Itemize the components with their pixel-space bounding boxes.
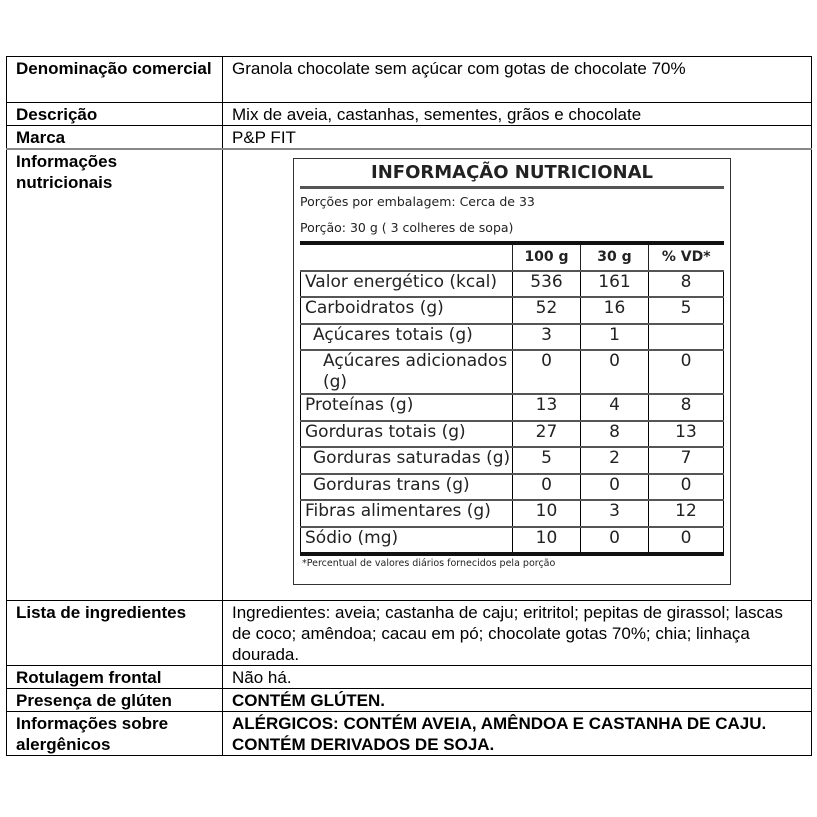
value-100g: 27 xyxy=(513,421,581,448)
value-100g: 10 xyxy=(513,527,581,555)
value-vd: 13 xyxy=(649,421,724,448)
value-descricao: Mix de aveia, castanhas, sementes, grãos e chocolate xyxy=(223,103,812,126)
value-vd: 7 xyxy=(649,447,724,474)
value-presenca-gluten: CONTÉM GLÚTEN. xyxy=(223,689,812,712)
nutrient-name: Açúcares adicionados (g) xyxy=(301,350,513,394)
value-30g: 1 xyxy=(581,324,649,351)
nutrient-name: Proteínas (g) xyxy=(301,394,513,421)
label-denominacao: Denominação comercial xyxy=(7,57,223,103)
nutrient-name: Valor energético (kcal) xyxy=(301,271,513,298)
row-descricao xyxy=(7,103,812,126)
nutrient-name: Açúcares totais (g) xyxy=(301,324,513,351)
value-30g: 161 xyxy=(581,271,649,298)
value-100g: 10 xyxy=(513,500,581,527)
value-denominacao: Granola chocolate sem açúcar com gotas de chocolate 70% xyxy=(223,57,812,103)
nutrition-row xyxy=(301,350,724,394)
value-100g: 0 xyxy=(513,350,581,394)
nutrient-name: Gorduras saturadas (g) xyxy=(301,447,513,474)
value-vd xyxy=(649,324,724,351)
value-vd: 8 xyxy=(649,394,724,421)
value-100g: 536 xyxy=(513,271,581,298)
nutrient-name: Sódio (mg) xyxy=(301,527,513,555)
nutrition-row xyxy=(301,324,724,351)
row-rotulagem-frontal xyxy=(7,666,812,689)
label-marca: Marca xyxy=(7,126,223,150)
value-30g: 3 xyxy=(581,500,649,527)
value-vd: 8 xyxy=(649,271,724,298)
value-ingredientes: Ingredientes: aveia; castanha de caju; eritritol; pepitas de girassol; lascas de coco; amêndoa; cacau em pó; chocolate gotas 70%; chia; linhaça dourada. xyxy=(223,601,812,666)
value-vd: 0 xyxy=(649,350,724,394)
value-30g: 0 xyxy=(581,350,649,394)
value-alergenicos: ALÉRGICOS: CONTÉM AVEIA, AMÊNDOA E CASTANHA DE CAJU. CONTÉM DERIVADOS DE SOJA. xyxy=(223,712,812,756)
row-denominacao xyxy=(7,57,812,103)
value-marca: P&P FIT xyxy=(223,126,812,150)
value-vd: 12 xyxy=(649,500,724,527)
nutrition-footnote: *Percentual de valores diários fornecidos pela porção xyxy=(302,558,556,569)
header-vd: % VD* xyxy=(649,245,724,271)
header-30g: 30 g xyxy=(581,245,649,271)
nutrient-name: Fibras alimentares (g) xyxy=(301,500,513,527)
label-presenca-gluten: Presença de glúten xyxy=(7,689,223,712)
nutrition-row xyxy=(301,500,724,527)
label-descricao: Descrição xyxy=(7,103,223,126)
value-30g: 0 xyxy=(581,474,649,501)
header-nutrient xyxy=(301,245,513,271)
header-100g: 100 g xyxy=(513,245,581,271)
nutrient-name: Carboidratos (g) xyxy=(301,297,513,324)
nutrition-row xyxy=(301,474,724,501)
product-spec-sheet xyxy=(6,56,812,756)
nutrition-header-row xyxy=(301,245,724,271)
value-informacoes-nutricionais xyxy=(223,149,812,601)
label-informacoes-nutricionais: Informações nutricionais xyxy=(7,149,223,601)
nutrient-name: Gorduras totais (g) xyxy=(301,421,513,448)
nutrient-name: Gorduras trans (g) xyxy=(301,474,513,501)
nutrition-row xyxy=(301,421,724,448)
row-alergenicos xyxy=(7,712,812,756)
value-100g: 13 xyxy=(513,394,581,421)
value-100g: 5 xyxy=(513,447,581,474)
row-presenca-gluten xyxy=(7,689,812,712)
value-100g: 0 xyxy=(513,474,581,501)
value-30g: 8 xyxy=(581,421,649,448)
nutrition-row xyxy=(301,447,724,474)
value-100g: 52 xyxy=(513,297,581,324)
serving-size: Porção: 30 g ( 3 colheres de sopa) xyxy=(300,215,724,245)
product-spec-table xyxy=(6,56,812,756)
label-ingredientes: Lista de ingredientes xyxy=(7,601,223,666)
value-30g: 4 xyxy=(581,394,649,421)
nutrition-row xyxy=(301,394,724,421)
row-informacoes-nutricionais xyxy=(7,149,812,601)
nutrition-row xyxy=(301,527,724,555)
row-marca xyxy=(7,126,812,150)
value-vd: 0 xyxy=(649,474,724,501)
value-vd: 0 xyxy=(649,527,724,555)
label-rotulagem-frontal: Rotulagem frontal xyxy=(7,666,223,689)
nutrition-title: INFORMAÇÃO NUTRICIONAL xyxy=(300,159,724,189)
row-ingredientes xyxy=(7,601,812,666)
value-30g: 0 xyxy=(581,527,649,555)
nutrition-facts-label xyxy=(293,158,731,585)
value-30g: 2 xyxy=(581,447,649,474)
label-alergenicos: Informações sobre alergênicos xyxy=(7,712,223,756)
value-vd: 5 xyxy=(649,297,724,324)
nutrition-row xyxy=(301,297,724,324)
nutrition-table xyxy=(300,245,724,556)
value-rotulagem-frontal: Não há. xyxy=(223,666,812,689)
servings-per-package: Porções por embalagem: Cerca de 33 xyxy=(300,194,535,209)
value-100g: 3 xyxy=(513,324,581,351)
value-30g: 16 xyxy=(581,297,649,324)
nutrition-row xyxy=(301,271,724,298)
